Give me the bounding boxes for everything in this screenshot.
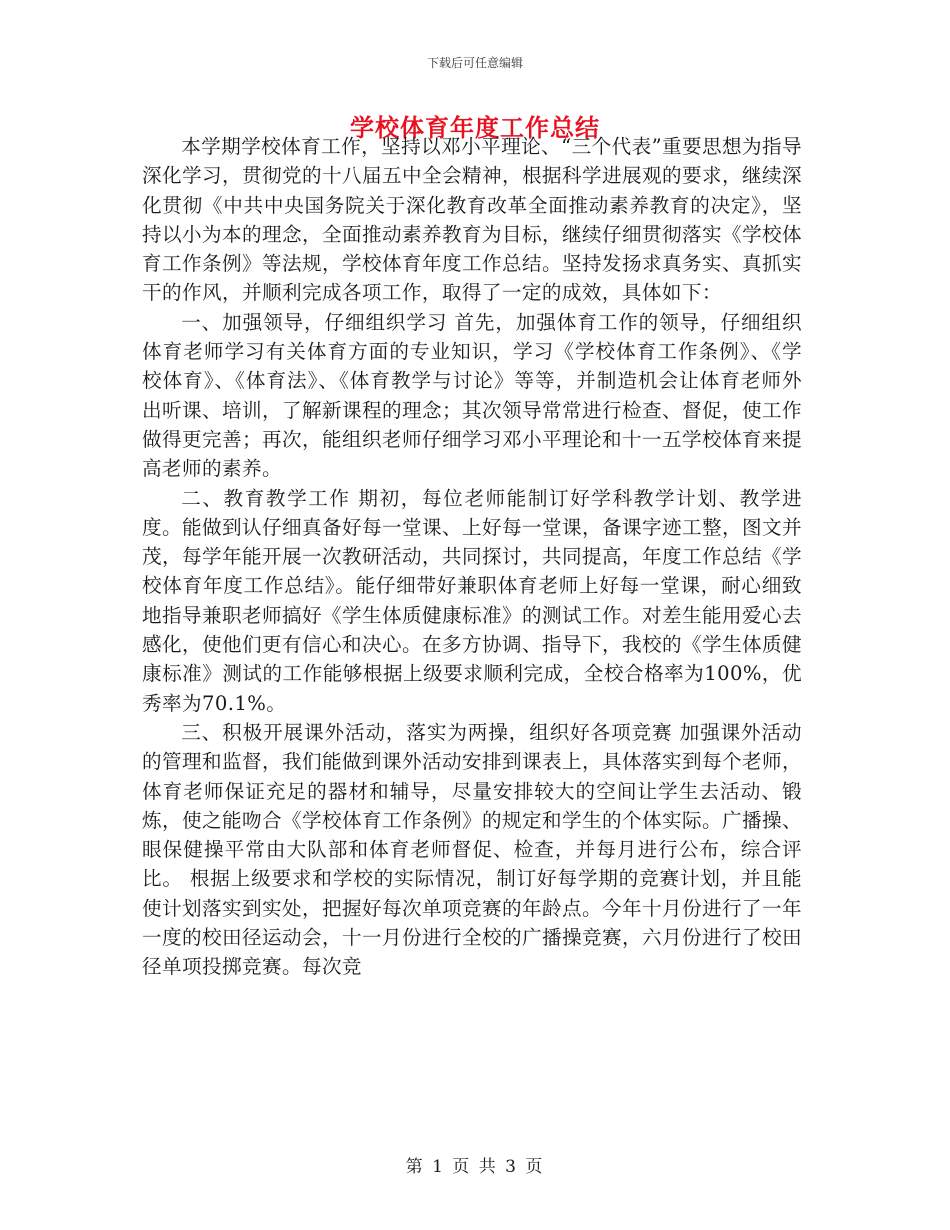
page-footer: 第 1 页 共 3 页 [405, 1157, 545, 1177]
paragraph-intro: 本学期学校体育工作，坚持以邓小平理论、“三个代表”重要思想为指导深化学习，贯彻党的十八届五中全会精神，根据科学进展观的要求，继续深化贯彻《中共中央国务院关于深化教育改革全面推动素养教育的决定》，坚持以小为本的理念，全面推动素养教育为目标，继续仔细贯彻落实《学校体育工作条例》等法规，学校体育年度工作总结。坚持发扬求真务实、真抓实干的作风，并顺利完成各项工作，取得了一定的成效，具体如下： [142, 135, 802, 305]
paragraph-leadership: 一、加强领导，仔细组织学习 首先，加强体育工作的领导，仔细组织体育老师学习有关体育方面的专业知识，学习《学校体育工作条例》、《学校体育》、《体育法》、《体育教学与讨论》等等，并制造机会让体育老师外出听课、培训，了解新课程的理念；其次领导常常进行检查、督促，使工作做得更完善；再次，能组织老师仔细学习邓小平理论和十一五学校体育来提高老师的素养。 [142, 310, 802, 481]
paragraph-activities: 三、积极开展课外活动，落实为两操，组织好各项竞赛 加强课外活动的管理和监督，我们能做到课外活动安排到课表上，具体落实到每个老师，体育老师保证充足的器材和辅导，尽量安排较大的空间让学生去活动、锻炼，使之能吻合《学校体育工作条例》的规定和学生的个体实际。广播操、眼保健操平常由大队部和体育老师督促、检查，并每月进行公布，综合评比。 根据上级要求和学校的实际情况，制订好每学期的竞赛计划，并且能使计划落实到实处，把握好每次单项竞赛的年龄点。今年十月份进行了一年一度的校田径运动会，十一月份进行全校的广播操竞赛，六月份进行了校田径单项投掷竞赛。每次竞 [142, 720, 802, 979]
header-note: 下载后可任意编辑 [426, 56, 523, 70]
paragraph-teaching: 二、教育教学工作 期初，每位老师能制订好学科教学计划、教学进度。能做到认仔细真备好每一堂课、上好每一堂课，备课字迹工整，图文并茂，每学年能开展一次教研活动，共同探讨，共同提高，年度工作总结《学校体育年度工作总结》。能仔细带好兼职体育老师上好每一堂课，耐心细致地指导兼职老师搞好《学生体质健康标准》的测试工作。对差生能用爱心去感化，使他们更有信心和决心。在多方协调、指导下，我校的《学生体质健康标准》测试的工作能够根据上级要求顺利完成，全校合格率为100%，优秀率为70.1%。 [142, 486, 802, 715]
document-title: 学校体育年度工作总结 [350, 113, 600, 142]
document-body [142, 132, 802, 982]
